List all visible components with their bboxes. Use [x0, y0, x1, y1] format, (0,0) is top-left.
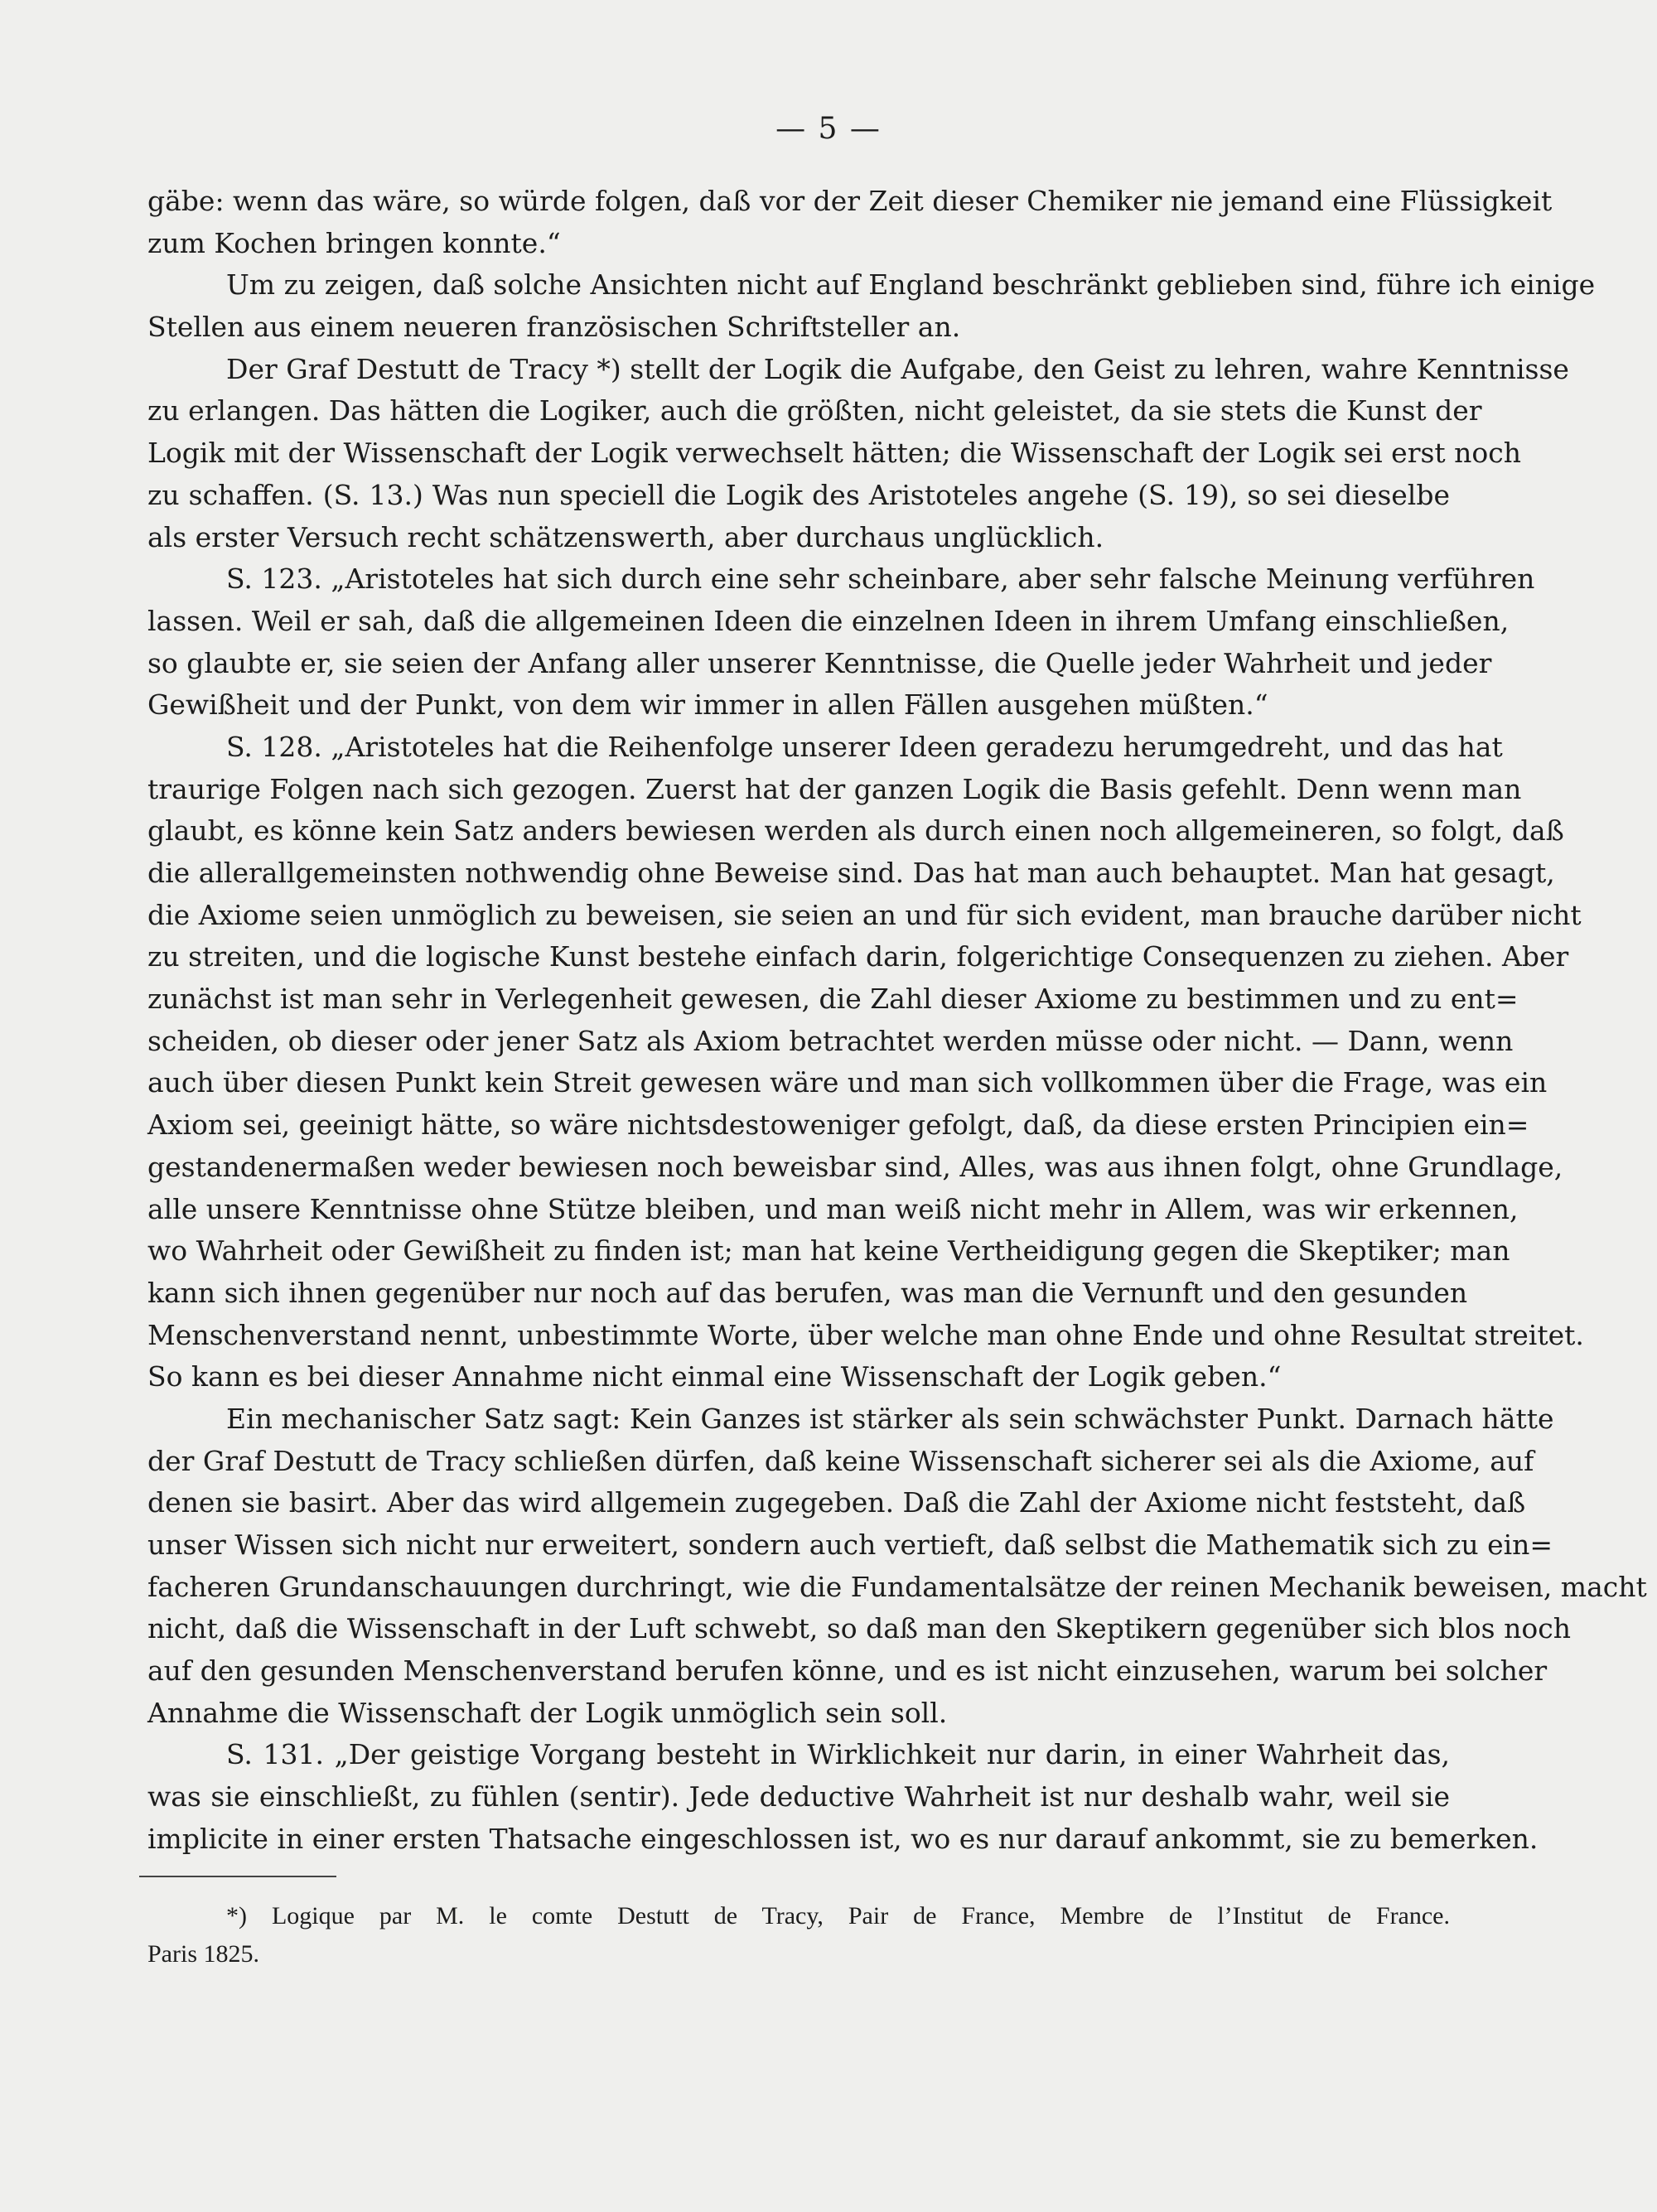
text-line: lassen. Weil er sah, daß die allgemeinen Ideen die einzelnen Ideen in ihrem Umfang einschließen,: [147, 604, 1510, 637]
text-line: Um zu zeigen, daß solche Ansichten nicht auf England beschränkt geblieben sind, führe ich einige: [226, 268, 1596, 302]
text-line: unser Wissen sich nicht nur erweitert, sondern auch vertieft, daß selbst die Mathematik sich zu ein=: [147, 1529, 1553, 1561]
footnote: [147, 1897, 1450, 1973]
footnote-line: *) Logique par M. le comte Destutt de Tracy, Pair de France, Membre de l’Institut de France.: [226, 1902, 1450, 1929]
text-line: S. 128. „Aristoteles hat die Reihenfolge unserer Ideen geradezu herumgedreht, und das hat: [226, 730, 1503, 763]
text-line: glaubt, es könne kein Satz anders bewiesen werden als durch einen noch allgemeineren, so folgt, daß: [147, 814, 1564, 848]
text-line: zum Kochen bringen konnte.“: [147, 226, 561, 259]
text-line: auf den gesunden Menschenverstand berufen könne, und es ist nicht einzusehen, warum bei solcher: [147, 1654, 1548, 1688]
text-line: zu schaffen. (S. 13.) Was nun speciell die Logik des Aristoteles angehe (S. 19), so sei dieselbe: [147, 478, 1450, 511]
text-line: Menschenverstand nennt, unbestimmte Worte, über welche man ohne Ende und ohne Resultat streitet.: [147, 1318, 1584, 1351]
text-line: S. 131. „Der geistige Vorgang besteht in Wirklichkeit nur darin, in einer Wahrheit das,: [226, 1738, 1450, 1771]
text-line: zu erlangen. Das hätten die Logiker, auch die größten, nicht geleistet, da sie stets die Kunst der: [147, 394, 1482, 427]
text-line: Logik mit der Wissenschaft der Logik verwechselt hätten; die Wissenschaft der Logik sei erst noch: [147, 437, 1522, 470]
text-line: was sie einschließt, zu fühlen (sentir). Jede deductive Wahrheit ist nur deshalb wahr, weil sie: [147, 1780, 1450, 1814]
footnote-line: Paris 1825.: [147, 1940, 259, 1968]
footnote-divider: [139, 1876, 336, 1877]
text-line: als erster Versuch recht schätzenswerth, aber durchaus unglücklich.: [147, 520, 1104, 553]
text-line: Annahme die Wissenschaft der Logik unmöglich sein soll.: [147, 1696, 948, 1729]
text-line: die allerallgemeinsten nothwendig ohne Beweise sind. Das hat man auch behauptet. Man hat gesagt,: [147, 857, 1555, 889]
text-line: facheren Grundanschauungen durchringt, wie die Fundamentalsätze der reinen Mechanik beweisen, macht: [147, 1570, 1647, 1603]
text-line: alle unsere Kenntnisse ohne Stütze bleiben, und man weiß nicht mehr in Allem, was wir erkennen,: [147, 1192, 1519, 1225]
text-line: denen sie basirt. Aber das wird allgemein zugegeben. Daß die Zahl der Axiome nicht feststeht, daß: [147, 1486, 1526, 1519]
page-number: — 5 —: [775, 112, 882, 146]
text-line: Der Graf Destutt de Tracy *) stellt der Logik die Aufgabe, den Geist zu lehren, wahre Kenntnisse: [226, 352, 1569, 385]
text-line: gäbe: wenn das wäre, so würde folgen, daß vor der Zeit dieser Chemiker nie jemand eine Flüssigkeit: [147, 185, 1553, 217]
text-line: So kann es bei dieser Annahme nicht einmal eine Wissenschaft der Logik geben.“: [147, 1360, 1282, 1393]
text-line: implicite in einer ersten Thatsache eingeschlossen ist, wo es nur darauf ankommt, sie zu bemerken.: [147, 1822, 1539, 1855]
text-line: nicht, daß die Wissenschaft in der Luft schwebt, so daß man den Skeptikern gegenüber sich blos noch: [147, 1612, 1571, 1645]
body-text: [147, 181, 1647, 1861]
text-line: so glaubte er, sie seien der Anfang aller unserer Kenntnisse, die Quelle jeder Wahrheit und jeder: [147, 646, 1492, 679]
text-line: auch über diesen Punkt kein Streit gewesen wäre und man sich vollkommen über die Frage, was ein: [147, 1066, 1548, 1099]
text-line: S. 123. „Aristoteles hat sich durch eine sehr scheinbare, aber sehr falsche Meinung verführen: [226, 563, 1535, 596]
text-line: kann sich ihnen gegenüber nur noch auf das berufen, was man die Vernunft und den gesunden: [147, 1276, 1468, 1309]
text-line: wo Wahrheit oder Gewißheit zu finden ist; man hat keine Vertheidigung gegen die Skeptiker; man: [147, 1234, 1510, 1268]
text-line: traurige Folgen nach sich gezogen. Zuerst hat der ganzen Logik die Basis gefehlt. Denn wenn man: [147, 772, 1522, 805]
text-line: Stellen aus einem neueren französischen Schriftsteller an.: [147, 311, 961, 344]
text-line: Axiom sei, geeinigt hätte, so wäre nichtsdestoweniger gefolgt, daß, da diese ersten Principien ein=: [147, 1108, 1529, 1142]
text-line: zu streiten, und die logische Kunst bestehe einfach darin, folgerichtige Consequenzen zu ziehen. Aber: [147, 940, 1569, 973]
text-line: die Axiome seien unmöglich zu beweisen, sie seien an und für sich evident, man brauche darüber nicht: [147, 898, 1582, 931]
text-line: gestandenermaßen weder bewiesen noch beweisbar sind, Alles, was aus ihnen folgt, ohne Grundlage,: [147, 1150, 1563, 1183]
text-line: scheiden, ob dieser oder jener Satz als Axiom betrachtet werden müsse oder nicht. — Dann, wenn: [147, 1024, 1514, 1057]
text-line: Ein mechanischer Satz sagt: Kein Ganzes ist stärker als sein schwächster Punkt. Darnach hätte: [226, 1402, 1554, 1435]
text-line: zunächst ist man sehr in Verlegenheit gewesen, die Zahl dieser Axiome zu bestimmen und zu ent=: [147, 983, 1519, 1016]
text-line: Gewißheit und der Punkt, von dem wir immer in allen Fällen ausgehen müßten.“: [147, 688, 1268, 722]
text-line: der Graf Destutt de Tracy schließen dürfen, daß keine Wissenschaft sicherer sei als die Axiome, auf: [147, 1444, 1534, 1477]
